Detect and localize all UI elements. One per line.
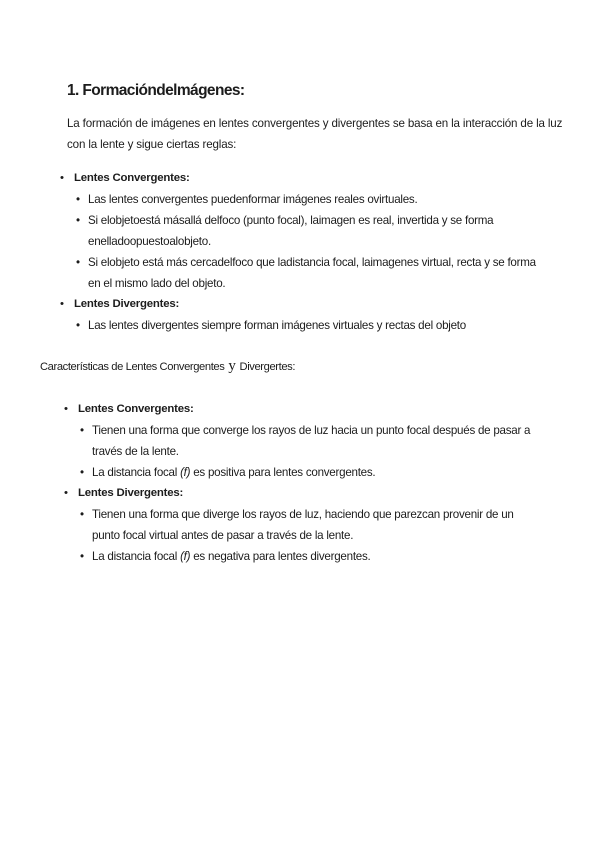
bullet-icon: •: [76, 319, 80, 332]
bullet-icon: •: [64, 487, 68, 499]
list-item-text: es positiva para lentes convergentes.: [190, 466, 376, 479]
list-item-text: Tienen una forma que converge los rayos de luz hacia un punto focal después de pasar a través de la lente.: [92, 424, 531, 458]
list-item: [76, 189, 550, 210]
list-item-text: Si elobjeto está más cercadelfoco que ladistancia focal, laimagenes virtual, recta y se forma en el mismo lado del objeto.: [88, 256, 536, 290]
section-heading: 1. Formacióndelmágenes:: [67, 82, 245, 99]
characteristics-title-part: Características de Lentes Convergentes: [40, 361, 225, 373]
bullet-icon: •: [64, 403, 68, 415]
focal-symbol: (f): [180, 550, 191, 563]
bullet-icon: •: [60, 298, 64, 310]
characteristics-title-part: Divergertes:: [239, 361, 296, 373]
list-item: [64, 399, 534, 483]
list-item: [76, 210, 550, 252]
list-item-text: Las lentes divergentes siempre forman imágenes virtuales y rectas del objeto: [88, 319, 466, 332]
characteristics-title: [40, 358, 295, 375]
bullet-icon: •: [76, 214, 80, 227]
characteristics-title-part: y: [228, 358, 236, 374]
list-item: [60, 294, 550, 336]
rules-list: [60, 168, 550, 336]
bullet-icon: •: [80, 424, 84, 437]
list-item-title: Lentes Convergentes:: [74, 172, 190, 184]
list-item: [60, 168, 550, 294]
list-item: [80, 420, 534, 462]
bullet-icon: •: [76, 256, 80, 269]
list-item-text: La distancia focal: [92, 466, 181, 479]
list-item-title: Lentes Divergentes:: [78, 487, 184, 499]
list-item: [80, 504, 534, 546]
list-item: [76, 252, 550, 294]
bullet-icon: •: [80, 466, 84, 479]
list-item-title: Lentes Convergentes:: [78, 403, 194, 415]
list-item: [80, 546, 534, 567]
list-item-text: Si elobjetoestá másallá delfoco (punto focal), laimagen es real, invertida y se forma enelladoopuestoalobjeto.: [88, 214, 494, 248]
list-item-text: La distancia focal: [92, 550, 181, 563]
list-item-text: Las lentes convergentes puedenformar imágenes reales ovirtuales.: [88, 193, 418, 206]
bullet-icon: •: [80, 508, 84, 521]
list-item: [76, 315, 550, 336]
list-item-text: es negativa para lentes divergentes.: [190, 550, 371, 563]
intro-paragraph: La formación de imágenes en lentes convergentes y divergentes se basa en la interacción de la luz con la lente y sigue ciertas reglas:: [67, 117, 563, 151]
list-item-title: Lentes Divergentes:: [74, 298, 180, 310]
focal-symbol: (f): [180, 466, 191, 479]
bullet-icon: •: [60, 172, 64, 184]
bullet-icon: •: [80, 550, 84, 563]
list-item-text: Tienen una forma que diverge los rayos de luz, haciendo que parezcan provenir de un punto focal virtual antes de pasar a través de la lente.: [92, 508, 514, 542]
bullet-icon: •: [76, 193, 80, 206]
list-item: [64, 483, 534, 567]
list-item: [80, 462, 534, 483]
characteristics-list: [64, 399, 534, 567]
